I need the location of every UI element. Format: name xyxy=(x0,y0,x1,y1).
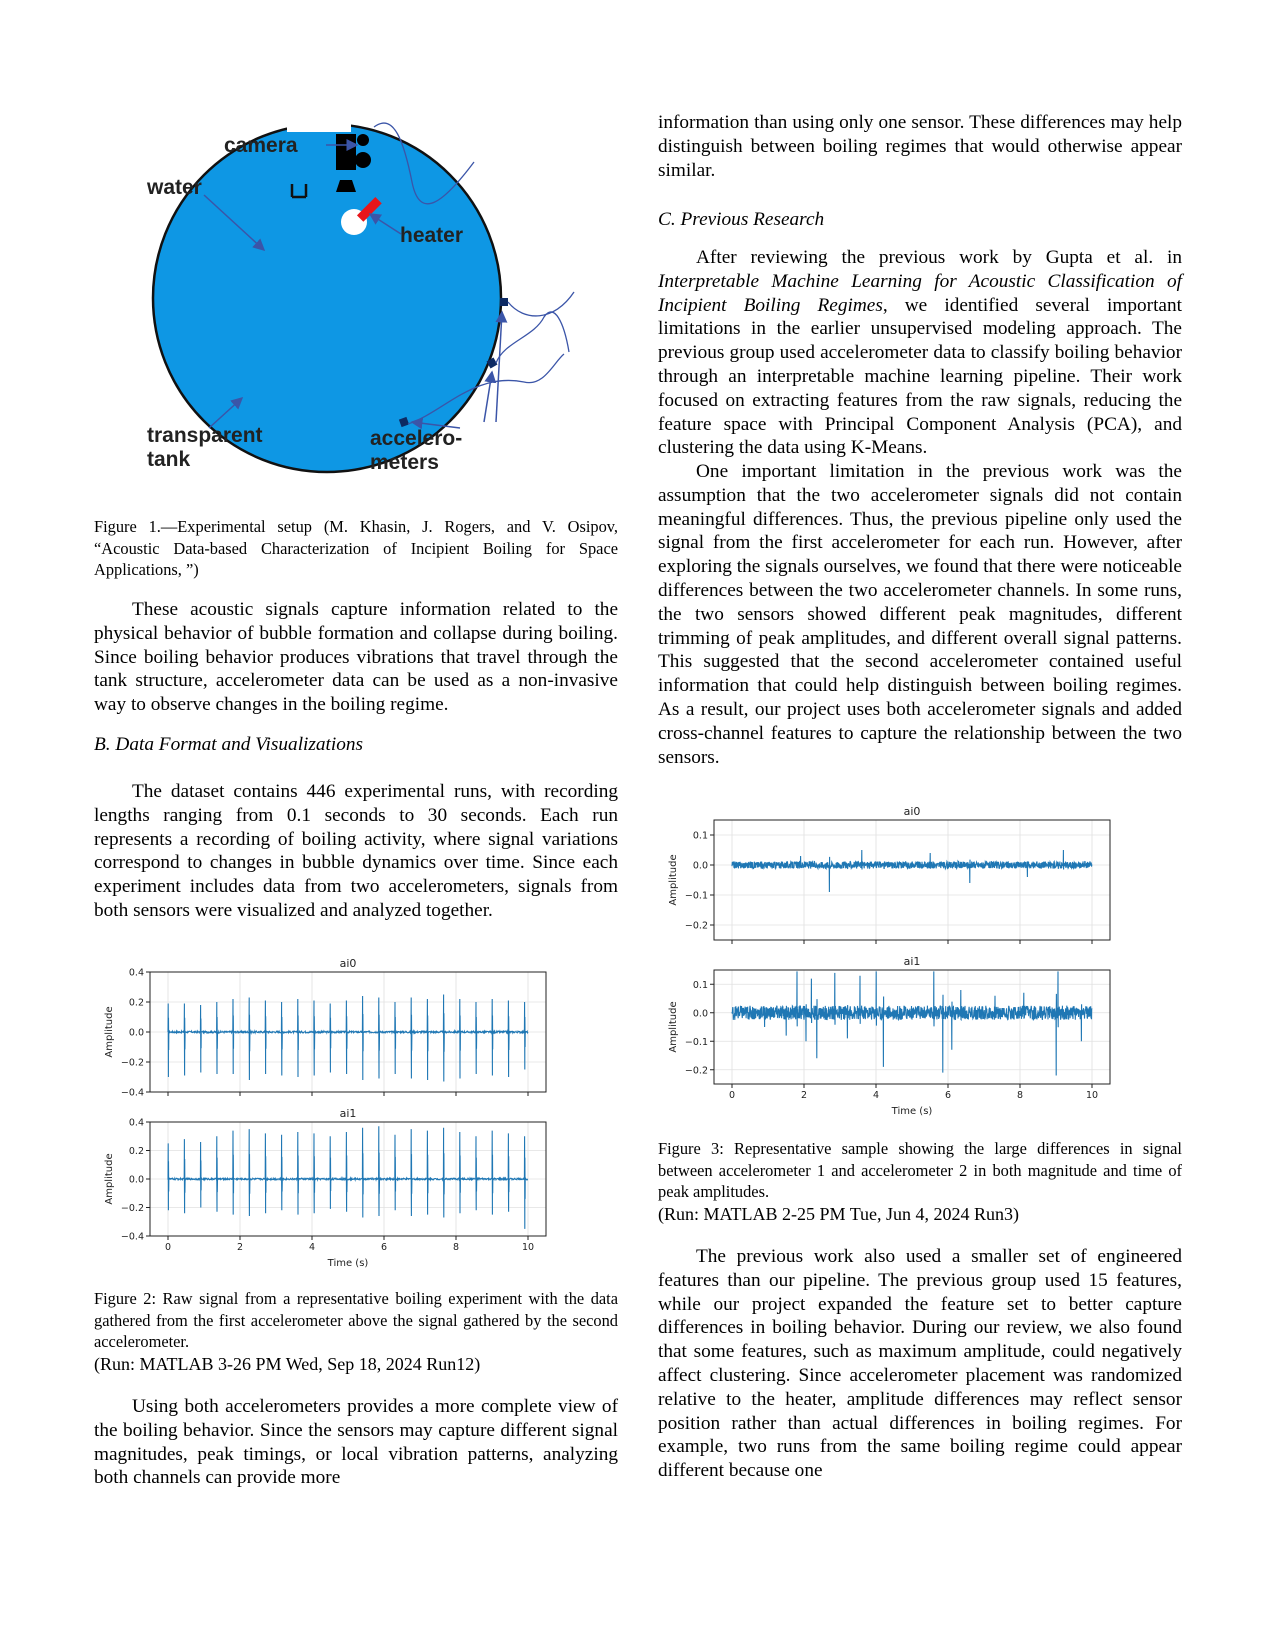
left-paragraph-1: These acoustic signals capture information related to the physical behavior of bubble formation and collapse during boiling. Since boiling behavior produces vibrations that travel through the tank structure, accelerometer data can be used as a non-invasive way to observe changes in the boiling regime. xyxy=(94,599,618,716)
x-tick-label: 4 xyxy=(872,1090,880,1101)
figure-3-caption xyxy=(658,1138,1182,1225)
label-accelero: accelero- xyxy=(370,427,463,450)
x-tick-label: 6 xyxy=(944,1090,952,1101)
figure-2-caption-text: Figure 2: Raw signal from a representative boiling experiment with the data gathered from the first accelerometer above the signal gathered by the second accelerometer. xyxy=(94,1289,618,1351)
left-paragraph-3: Using both accelerometers provides a more complete view of the boiling behavior. Since the sensors may capture different signal magnitudes, peak timings, or local vibration patterns, analyzing both channels can provide more xyxy=(94,1396,618,1489)
y-tick-label: 0.2 xyxy=(128,1146,144,1157)
y-axis-label: Amplitude xyxy=(668,1001,679,1053)
x-tick-label: 2 xyxy=(236,1242,244,1253)
figure-3-chart-ai1 xyxy=(658,950,1118,1128)
figure-2-caption xyxy=(94,1288,618,1375)
y-tick-label: 0.1 xyxy=(692,979,708,991)
p1-pre: After reviewing the previous work by Gupta et al. in xyxy=(696,247,1182,268)
x-axis-label: Time (s) xyxy=(327,1258,369,1269)
x-tick-label: 0 xyxy=(164,1242,172,1253)
accel-arrow-2 xyxy=(484,372,492,422)
y-tick-label: −0.4 xyxy=(120,1087,144,1099)
y-tick-label: 0.0 xyxy=(128,1027,144,1039)
y-axis-label: Amplitude xyxy=(668,854,679,906)
label-meters: meters xyxy=(370,451,439,474)
x-tick-label: 2 xyxy=(800,1090,808,1101)
x-tick-label: 8 xyxy=(1016,1090,1024,1101)
signal-series-line xyxy=(168,995,528,1082)
y-axis-label: Amplitude xyxy=(104,1006,115,1058)
right-paragraph-1 xyxy=(658,246,1182,460)
y-tick-label: 0.2 xyxy=(128,997,144,1009)
sensor-wire-1 xyxy=(508,292,574,316)
chart-title: ai1 xyxy=(903,955,921,968)
x-tick-label: 10 xyxy=(521,1242,535,1253)
chart-title: ai1 xyxy=(339,1107,357,1120)
y-tick-label: −0.4 xyxy=(120,1231,144,1243)
label-tank: tank xyxy=(147,448,191,471)
left-paragraph-2: The dataset contains 446 experimental runs, with recording lengths ranging from 0.1 seconds to 30 seconds. Each run represents a recording of boiling activity, where signal variations correspond to changes in bubble dynamics over time. Since each experiment includes data from two accelerometers, signals from both sensors were visualized and analyzed together. xyxy=(94,781,618,921)
y-axis-label: Amplitude xyxy=(104,1153,115,1205)
signal-series-line xyxy=(732,971,1092,1075)
x-tick-label: 6 xyxy=(380,1242,388,1253)
y-tick-label: 0.0 xyxy=(128,1174,144,1186)
plot-frame xyxy=(714,820,1110,940)
label-transparent: transparent xyxy=(147,424,263,447)
plot-frame xyxy=(714,970,1110,1084)
figure-2-chart-ai1 xyxy=(94,1102,554,1280)
y-tick-label: −0.2 xyxy=(684,1065,708,1077)
label-heater: heater xyxy=(400,224,464,247)
x-tick-label: 8 xyxy=(452,1242,460,1253)
tank-circle xyxy=(153,124,501,472)
right-paragraph-3: The previous work also used a smaller set of engineered features than our pipeline. The previous group used 15 features, while our project expanded the feature set to better capture differences in boiling behavior. During our review, we also found that some features, such as maximum amplitude, could negatively affect clustering. Since accelerometer placement was randomized relative to the heater, amplitude differences may reflect sensor position rather than actual differences in boiling regimes. For example, two runs from the same boiling regime could appear different because one xyxy=(658,1246,1182,1482)
right-paragraph-2: One important limitation in the previous work was the assumption that the two accelerometer signals did not contain meaningful differences. Thus, the previous pipeline only used the signal from the first accelerometer for each run. However, after exploring the signals ourselves, we found that there were noticeable differences between the two accelerometer channels. In some runs, the two sensors showed different peak magnitudes, different trimming of peak amplitudes, and different overall signal patterns. This suggested that the second accelerometer contained useful information that could help distinguish between boiling regimes. As a result, our project uses both accelerometer signals and added cross-channel features to capture the relationship between the two sensors. xyxy=(658,461,1182,768)
right-paragraph-0: information than using only one sensor. These differences may help distinguish between boiling regimes that would otherwise appear similar. xyxy=(658,112,1182,181)
y-tick-label: −0.2 xyxy=(684,920,708,932)
figure-3-caption-text: Figure 3: Representative sample showing the large differences in signal between accelerometer 1 and accelerometer 2 in both magnitude and time of peak amplitudes. xyxy=(658,1139,1182,1201)
chart-title: ai0 xyxy=(339,957,357,970)
figure-2-run: (Run: MATLAB 3-26 PM Wed, Sep 18, 2024 Run12) xyxy=(94,1353,481,1374)
figure-3-chart-ai0 xyxy=(658,800,1118,950)
y-tick-label: 0.4 xyxy=(128,967,144,979)
signal-series-line xyxy=(168,1126,528,1229)
y-tick-label: 0.1 xyxy=(692,830,708,842)
figure-1-diagram xyxy=(144,122,584,492)
figure-1-caption: Figure 1.—Experimental setup (M. Khasin, J. Rogers, and V. Osipov, “Acoustic Data-based Characterization of Incipient Boiling for Space Applications, ”) xyxy=(94,517,618,579)
y-tick-label: −0.1 xyxy=(684,890,708,902)
y-tick-label: −0.2 xyxy=(120,1057,144,1069)
label-camera: camera xyxy=(224,134,298,157)
x-tick-label: 4 xyxy=(308,1242,316,1253)
signal-series-line xyxy=(732,850,1092,892)
p1-post: , we identified several important limitations in the earlier unsupervised modeling approach. The previous group used accelerometer data to classify boiling behavior through an interpretable machine learning pipeline. Their work focused on extracting features from the raw signals, reducing the feature space with Principal Component Analysis (PCA), and clustering the data using K-Means. xyxy=(658,294,1182,459)
section-c-heading: C. Previous Research xyxy=(658,209,825,230)
y-tick-label: 0.0 xyxy=(692,860,708,872)
y-tick-label: 0.0 xyxy=(692,1008,708,1020)
label-water: water xyxy=(147,176,202,199)
sensor-wire-2 xyxy=(496,312,569,363)
y-tick-label: −0.2 xyxy=(120,1203,144,1214)
figure-2-chart-ai0 xyxy=(94,952,554,1102)
figure-3-run: (Run: MATLAB 2-25 PM Tue, Jun 4, 2024 Run3) xyxy=(658,1203,1020,1224)
chart-title: ai0 xyxy=(903,805,921,818)
y-tick-label: −0.1 xyxy=(684,1036,708,1048)
y-tick-label: 0.4 xyxy=(128,1117,144,1129)
x-axis-label: Time (s) xyxy=(891,1106,933,1117)
section-b-heading: B. Data Format and Visualizations xyxy=(94,734,364,755)
x-tick-label: 0 xyxy=(728,1090,736,1101)
x-tick-label: 10 xyxy=(1085,1090,1099,1101)
accelerometer-1-icon xyxy=(500,298,508,306)
cited-title: Interpretable Machine Learning for Acoustic Classification of Incipient Boiling Regimes xyxy=(658,270,1182,316)
